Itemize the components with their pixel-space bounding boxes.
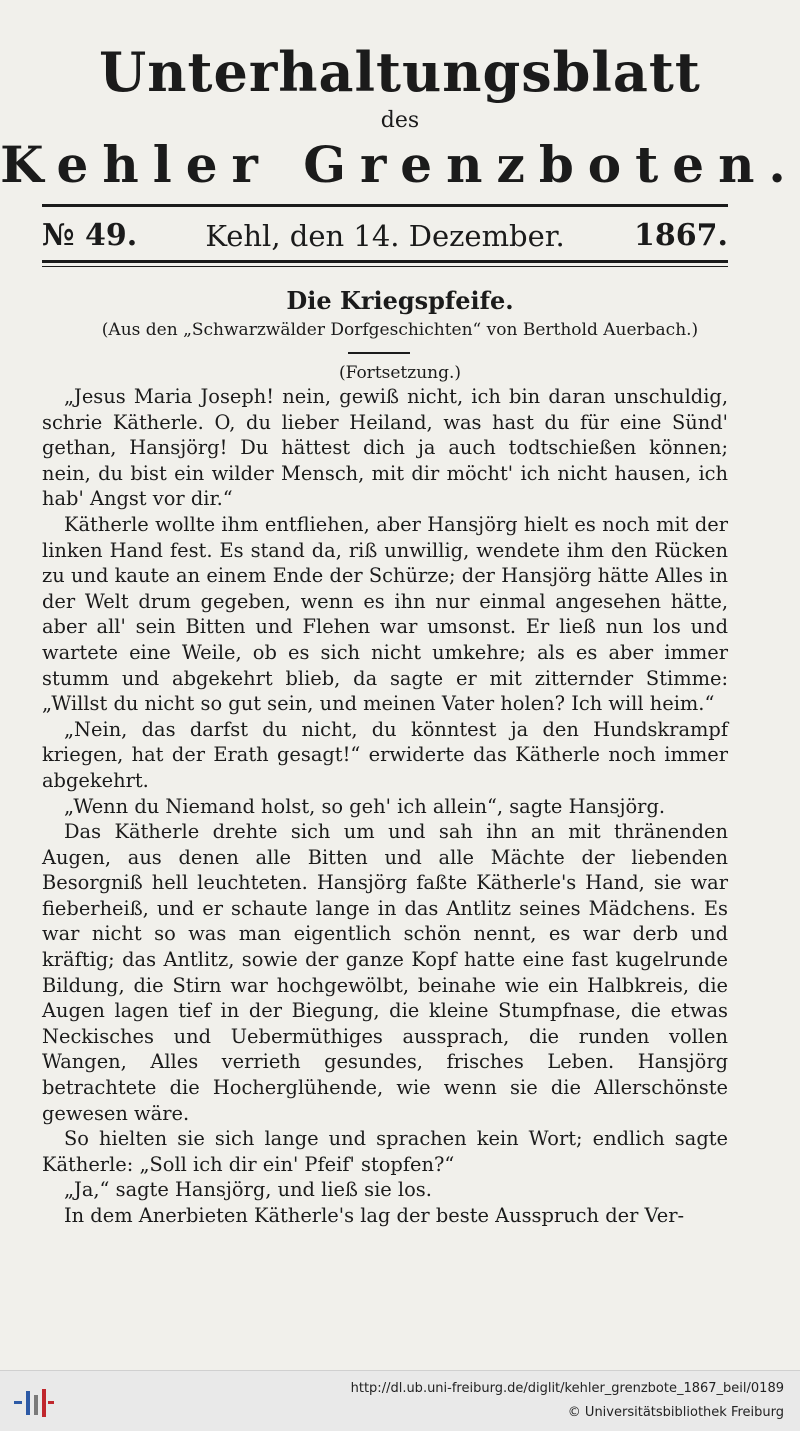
paragraph: „Wenn du Niemand holst, so geh' ich allein“, sagte Hansjörg. bbox=[64, 794, 666, 818]
title-divider bbox=[348, 352, 410, 354]
paragraph: In dem Anerbieten Kätherle's lag der beste Ausspruch der Ver- bbox=[64, 1204, 685, 1227]
article-source: (Aus den „Schwarzwälder Dorfgeschichten“ von Berthold Auerbach.) bbox=[101, 320, 699, 340]
library-footer bbox=[0, 1370, 800, 1431]
masthead-rule-thin bbox=[42, 266, 728, 267]
place-date: Kehl, den 14. Dezember. bbox=[205, 219, 565, 253]
copyright-notice: © Universitätsbibliothek Freiburg bbox=[567, 1405, 784, 1420]
source-url-link[interactable]: http://dl.ub.uni-freiburg.de/diglit/kehler_grenzbote_1867_beil/0189 bbox=[350, 1381, 784, 1396]
paragraph: So hielten sie sich lange und sprachen kein Wort; endlich sagte Kätherle: „Soll ich dir ein' Pfeif' stopfen?“ bbox=[42, 1127, 728, 1176]
article-title: Die Kriegspfeife. bbox=[286, 286, 514, 315]
masthead-title: Unterhaltungsblatt bbox=[99, 40, 701, 104]
masthead-rule-bottom bbox=[42, 260, 728, 263]
paragraph: „Jesus Maria Joseph! nein, gewiß nicht, ich bin daran unschuldig, schrie Kätherle. O, du lieber Heiland, was hast du für eine Sünd' gethan, Hansjörg! Du hättest dich ja auch todtschießen können; nein, du bist ein wilder Mensch, mit dir möcht' ich nicht hausen, ich hab' Angst vor dir.“ bbox=[42, 385, 728, 511]
masthead-des: des bbox=[380, 108, 420, 133]
issue-year: 1867. bbox=[634, 218, 728, 253]
paragraph: „Nein, das darfst du nicht, du könntest ja den Hundskrampf kriegen, hat der Erath gesagt!“ erwiderte das Kätherle noch immer abgekehrt. bbox=[42, 717, 728, 792]
paragraph: Das Kätherle drehte sich um und sah ihn an mit thränenden Augen, aus denen alle Bitten und alle Mächte der liebenden Besorgniß hell leuchteten. Hansjörg faßte Kätherle's Hand, sie war fieberheiß, und er schaute lange in das Antlitz seines Mädchens. Es war nicht so was man eigentlich schön nennt, es war derb und kräftig; das Antlitz, sowie der ganze Kopf hatte eine fast kugelrunde Bildung, die Stirn war hochgewölbt, beinahe wie ein Halbkreis, die Augen lagen tief in der Biegung, die kleine Stumpfnase, die etwas Neckisches und Uebermüthiges aussprach, die runden vollen Wangen, Alles verrieth gesundes, frisches Leben. Hansjörg betrachtete die Hocherglühende, wie wenn sie die Allerschönste gewesen wäre. bbox=[42, 820, 728, 1125]
paragraph: Kätherle wollte ihm entfliehen, aber Hansjörg hielt es noch mit der linken Hand fest. Es stand da, riß unwillig, wendete ihm den Rücken zu und kaute an einem Ende der Schürze; der Hansjörg hätte Alles in der Welt drum gegeben, wenn es ihn nur einmal angesehen hätte, aber all' sein Bitten und Flehen war umsonst. Er ließ nun los und wartete eine Weile, ob es sich nicht umkehre; als es aber immer stumm und abgekehrt blieb, da sagte er mit zitternder Stimme: „Willst du nicht so gut sein, und meinen Vater holen? Ich will heim.“ bbox=[42, 512, 728, 716]
continuation-note: (Fortsetzung.) bbox=[338, 363, 462, 383]
masthead-subtitle: Kehler Grenzboten. bbox=[0, 135, 800, 194]
issue-number: № 49. bbox=[42, 218, 138, 253]
dateline bbox=[42, 214, 728, 258]
masthead-rule-top bbox=[42, 204, 728, 207]
article-body bbox=[42, 384, 728, 1229]
paragraph: „Ja,“ sagte Hansjörg, und ließ sie los. bbox=[64, 1178, 432, 1202]
digilit-logo-icon[interactable] bbox=[14, 1385, 54, 1419]
